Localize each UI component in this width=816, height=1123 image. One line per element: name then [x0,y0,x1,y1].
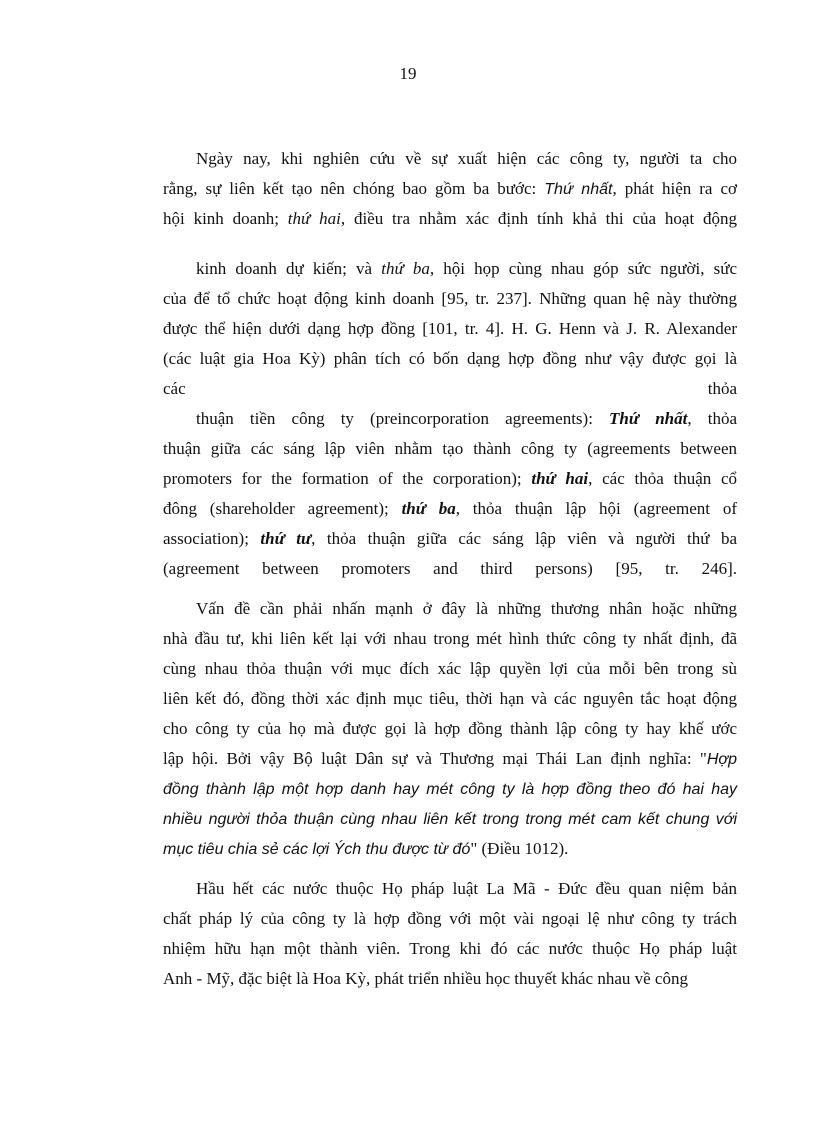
text-run: hội kinh doanh; [163,209,288,228]
text-line [163,554,737,584]
text-line [163,314,737,344]
text-line [163,374,737,404]
text-run: , thỏa thuận lập hội (agreement of [455,499,737,518]
text-line [163,744,737,775]
text-run: promoters for the formation of the corporation); [163,469,532,488]
text-run: , hội họp cùng nhau góp sức người, sức [429,259,737,278]
text-run: , thỏa thuận giữa các sáng lập viên và người thứ ba [311,529,738,548]
text-run: kinh doanh dự kiến; và [196,259,382,278]
text-line [163,934,737,964]
text-run: association); [163,529,261,548]
text-line [163,344,737,374]
text-run: , điều tra nhằm xác định tính khả thi của hoạt động [340,209,738,228]
text-line [163,464,737,494]
emphasis-text: thứ ba [401,499,456,518]
text-line [163,774,737,805]
text-run: Anh - Mỹ, đặc biệt là Hoa Kỳ, phát triển nhiều học thuyết khác nhau về công [163,969,688,988]
text-line [163,624,737,654]
text-run: lập hội. Bởi vậy Bộ luật Dân sự và Thương mại Thái Lan định nghĩa: " [163,749,707,768]
text-line [196,594,737,624]
emphasis-text: Thứ nhất [609,409,688,428]
text-line [196,254,737,284]
text-run: (agreement between promoters and third persons) [95, tr. 246]. [163,559,737,578]
text-line [163,524,737,554]
text-run: chất pháp lý của công ty là hợp đồng với một vài ngoại lệ như công ty trách [163,909,737,928]
text-run: cùng nhau thỏa thuận với mục đích xác lập quyền lợi của mỗi bên trong sù [163,659,737,678]
text-line [196,144,737,174]
text-run: , phát hiện ra cơ [612,179,737,198]
text-line [163,434,737,464]
text-run: Ngày nay, khi nghiên cứu về sự xuất hiện các công ty, người ta cho [196,149,737,168]
text-run: , các thỏa thuận cổ [588,469,738,488]
text-run: các thỏa [163,379,737,398]
emphasis-text: thứ tư [260,529,312,548]
text-run: nhà đầu tư, khi liên kết lại với nhau trong mét hình thức công ty nhất định, đã [163,629,737,648]
text-line [163,964,737,994]
emphasis-text: thứ hai [531,469,589,488]
page-number: 19 [399,64,417,83]
text-line [163,284,737,314]
text-line [196,404,737,434]
text-run: được thể hiện dưới dạng hợp đồng [101, tr. 4]. H. G. Henn và J. R. Alexander [163,319,737,338]
emphasis-text: mục tiêu chia sẻ các lợi Ých thu được từ đó [163,841,471,858]
text-line [163,834,737,865]
text-run: (các luật gia Hoa Kỳ) phân tích có bốn dạng hợp đồng như vậy được gọi là [163,349,737,368]
text-line [163,494,737,524]
text-run: Hầu hết các nước thuộc Họ pháp luật La Mã - Đức đều quan niệm bản [196,879,737,898]
text-run: thuận tiền công ty (preincorporation agreements): [196,409,610,428]
text-line [163,804,737,835]
emphasis-text: Hợp [706,751,737,768]
emphasis-text: đồng thành lập một hợp danh hay mét công ty là hợp đồng theo đó hai hay [163,781,737,798]
text-run: , thỏa [687,409,737,428]
text-run: thuận giữa các sáng lập viên nhằm tạo thành công ty (agreements between [163,439,737,458]
emphasis-text: nhiều người thỏa thuận cùng nhau liên kết trong trong mét cam kết chung với [163,811,737,828]
text-run: cho công ty của họ mà được gọi là hợp đồng thành lập công ty hay khế ước [163,719,737,738]
text-run: rằng, sự liên kết tạo nên chóng bao gồm ba bước: [163,179,545,198]
text-run: Vấn đề cần phải nhấn mạnh ở đây là những thương nhân hoặc những [196,599,737,618]
emphasis-text: thứ hai [287,209,341,228]
text-run: nhiệm hữu hạn một thành viên. Trong khi đó các nước thuộc Họ pháp luật [163,939,737,958]
text-run: của để tổ chức hoạt động kinh doanh [95, tr. 237]. Những quan hệ này thường [163,289,737,308]
text-line [163,714,737,744]
text-line [163,204,737,234]
text-line [196,874,737,904]
text-run: liên kết đó, đồng thời xác định mục tiêu, thời hạn và các nguyên tắc hoạt động [163,689,737,708]
text-line [163,174,737,205]
text-line [163,654,737,684]
text-run: đông (shareholder agreement); [163,499,402,518]
text-line [163,904,737,934]
emphasis-text: Thứ nhất [544,181,613,198]
text-run: " (Điều 1012). [470,839,569,858]
emphasis-text: thứ ba [381,259,430,278]
text-line [163,684,737,714]
